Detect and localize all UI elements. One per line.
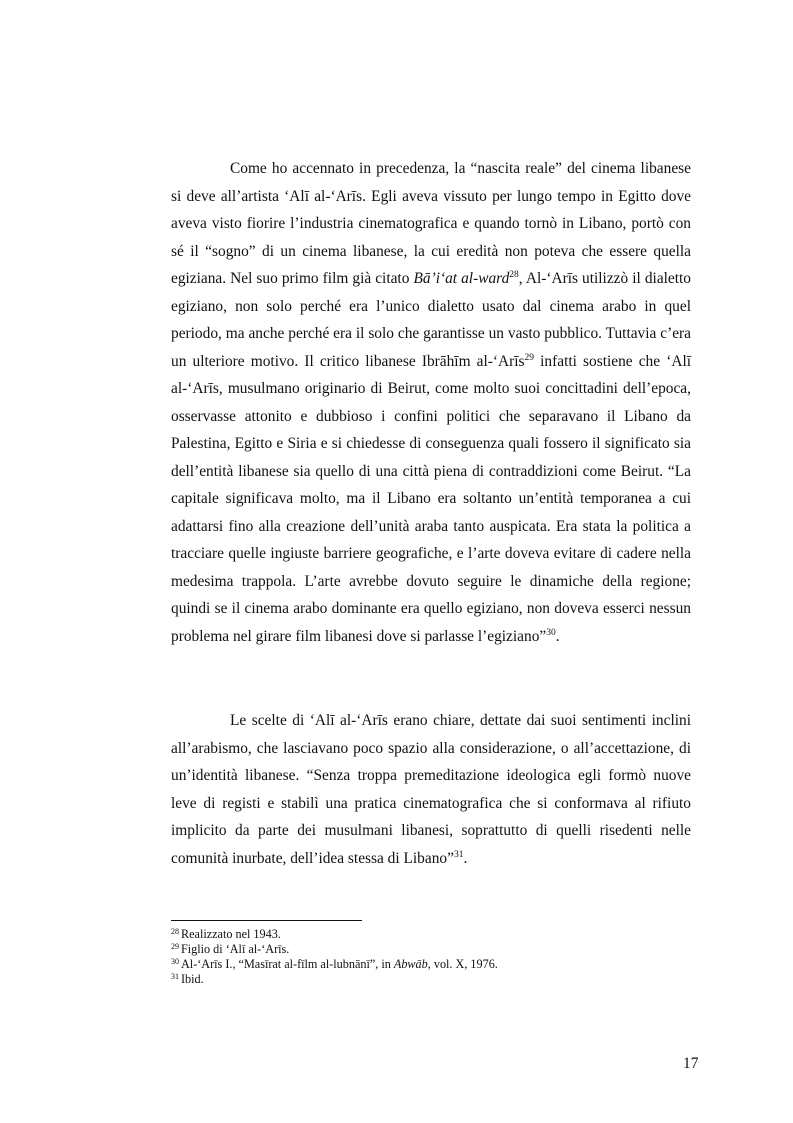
footnote-30 (171, 957, 691, 972)
footnote-separator (171, 920, 362, 921)
footnotes (171, 927, 691, 987)
film-title-italic: Bā’i‘at al-ward (413, 270, 510, 287)
footnote-text: Ibid. (181, 972, 204, 986)
footnote-ref-29[interactable]: 29 (524, 352, 535, 363)
page-number: 17 (683, 1055, 699, 1072)
paragraph-1-text-3: infatti sostiene che ‘Alī al-‘Arīs, musulmano originario di Beirut, come molto suoi concittadini dell’epoca, osservasse attonito e dubbioso i confini politici che separavano il Libano da Palestina, Egitto e Siria e si chiedesse di conseguenza quali fossero il significato sia dell’entità libanese sia quello di una città piena di contraddizioni come Beirut. “La capitale significava molto, ma il Libano era soltanto un’entità temporanea a cui adattarsi fino alla creazione dell’unità araba tanto auspicata. Era stata la politica a tracciare quelle ingiuste barriere geografiche, e l’arte doveva evitare di cadere nella medesima trappola. L’arte avrebbe dovuto seguire le dinamiche della regione; quindi se il cinema arabo dominante era quello egiziano, non doveva esserci nessun problema nel girare film libanesi dove si parlasse l’egiziano” (171, 352, 691, 645)
journal-title-italic: Abwāb (393, 957, 428, 971)
footnote-ref-31[interactable]: 31 (453, 849, 464, 860)
footnote-ref-28[interactable]: 28 (509, 270, 519, 280)
footnote-number: 30 (171, 957, 179, 966)
footnote-ref-30[interactable]: 30 (546, 627, 556, 638)
paragraph-1 (171, 155, 691, 650)
footnote-text: Realizzato nel 1943. (181, 927, 281, 941)
footnote-text: Al-‘Arīs I., “Masīrat al-fīlm al-lubnānī”, in (181, 957, 394, 971)
footnote-text: , vol. X, 1976. (427, 957, 498, 971)
footnote-31 (171, 972, 691, 987)
paragraph-1-text-1: Come ho accennato in precedenza, la “nascita reale” del cinema libanese si deve all’artista ‘Alī al-‘Arīs. Egli aveva vissuto per lungo tempo in Egitto dove aveva visto fiorire l’industria cinematografica e quando tornò in Libano, portò con sé il “sogno” di un cinema libanese, la cui eredità non poteva che essere quella egiziana. Nel suo primo film già citato (171, 160, 691, 287)
paragraph-1-text-4: . (555, 627, 560, 645)
footnote-number: 31 (171, 972, 179, 981)
paragraph-2-text-1: Le scelte di ‘Alī al-‘Arīs erano chiare, dettate dai suoi sentimenti inclini all’arabismo, che lasciavano poco spazio alla considerazione, o all’accettazione, di un’identità libanese. “Senza troppa premeditazione ideologica egli formò nuove leve di registi e stabilì una pratica cinematografica che si conformava al rifiuto implicito da parte dei musulmani libanesi, soprattutto di quelli risedenti nelle comunità inurbate, dell’idea stessa di Libano” (171, 712, 691, 867)
footnote-number: 28 (171, 927, 179, 936)
footnote-28 (171, 927, 691, 942)
paragraph-2 (171, 707, 691, 872)
paragraph-1-text-2: , Al-‘Arīs utilizzò il dialetto egiziano, non solo perché era l’unico dialetto usato dal cinema arabo in quel periodo, ma anche perché era il solo che garantisse un vasto pubblico. Tuttavia c’era un ulteriore motivo. Il critico libanese Ibrāhīm al-‘Arīs (171, 270, 691, 370)
footnote-29 (171, 942, 691, 957)
paragraph-2-text-2: . (463, 849, 468, 867)
footnote-text: Figlio di ‘Alī al-‘Arīs. (181, 942, 290, 956)
footnote-number: 29 (171, 942, 179, 951)
